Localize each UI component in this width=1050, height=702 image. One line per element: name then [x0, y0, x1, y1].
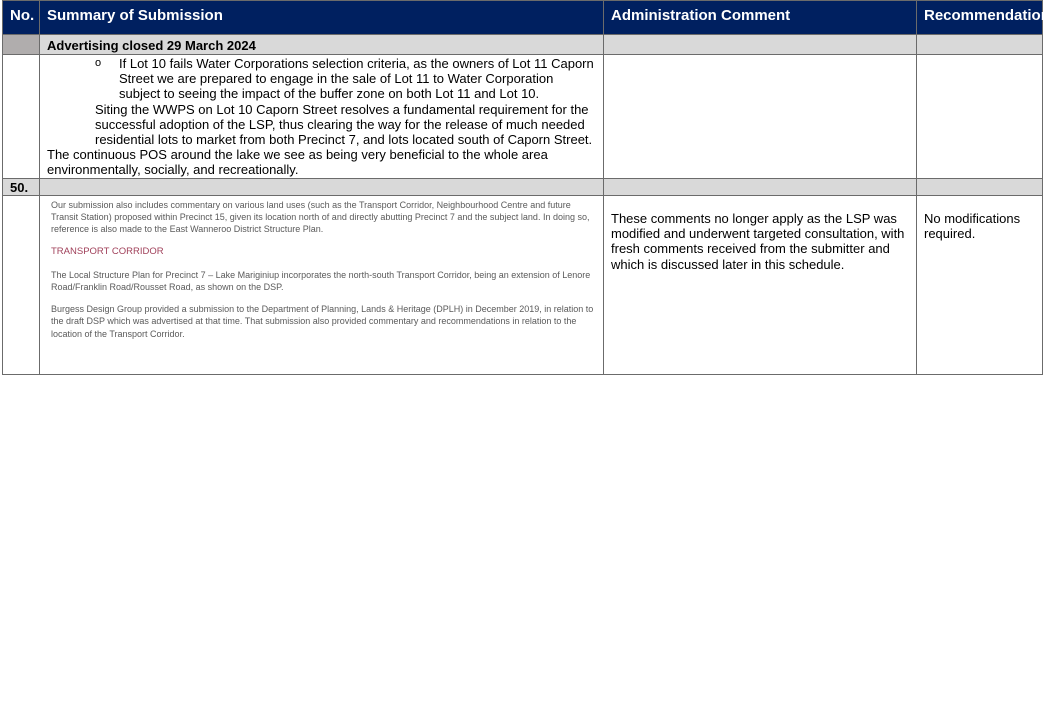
bullet-text: If Lot 10 fails Water Corporations selection criteria, as the owners of Lot 11 Caporn Street we are prepared to engage in the sale of Lot 11 to Water Corporation subject to seeing the impact of the buffer zone on both Lot 11 and Lot 10. [119, 56, 594, 102]
scanned-heading: TRANSPORT CORRIDOR [51, 245, 164, 257]
submission-50-row [3, 196, 1043, 375]
scanned-paragraph: The Local Structure Plan for Precinct 7 – Lake Mariginiup incorporates the north-south Transport Corridor, being an extension of Lenore Road/Franklin Road/Rousset Road, as shown on the DSP. [51, 269, 591, 293]
section-no-cell [3, 35, 40, 55]
scanned-paragraph: Burgess Design Group provided a submission to the Department of Planning, Lands & Heritage (DPLH) in December 2019, in relation to the draft DSP which was advertised at that time. That submission also provided commentary and recommendations in relation to the location of the Transport Corridor. [51, 304, 594, 339]
bullet-marker: o [95, 57, 102, 69]
section-title: Advertising closed 29 March 2024 [40, 35, 604, 55]
admin-comment: These comments no longer apply as the LSP was modified and underwent targeted consultation, with fresh comments received from the submitter and which is discussed later in this schedule. [611, 211, 905, 272]
recommendation-cell [917, 196, 1043, 375]
indented-paragraph: Siting the WWPS on Lot 10 Caporn Street resolves a fundamental requirement for the successful adoption of the LSP, thus clearing the way for the release of much needed residential lots to market from both Precinct 7, and lots located south of Caporn Street. [95, 101, 593, 148]
header-recommendation: Recommendation [917, 1, 1043, 35]
header-summary: Summary of Submission [40, 1, 604, 35]
submission-50-no-cell [3, 196, 40, 375]
continuation-no-cell [3, 55, 40, 179]
section-admin-cell [604, 35, 917, 55]
row-number-50 [3, 179, 1043, 196]
bullet-item [47, 56, 597, 102]
header-no: No. [3, 1, 40, 35]
continuation-rec-cell [917, 55, 1043, 179]
scanned-excerpt [40, 196, 604, 375]
continuation-admin-cell [604, 55, 917, 179]
continuation-summary-cell [40, 55, 604, 179]
scanned-paragraph: Our submission also includes commentary on various land uses (such as the Transport Corridor, Neighbourhood Centre and future Transit Station) proposed within Precinct 15, given its location north of and directly abutting Precinct 7 and the subject land. In doing so, reference is also made to the East Wanneroo District Structure Plan. [51, 200, 590, 235]
continuation-row [3, 55, 1043, 179]
table-header-row [3, 1, 1043, 35]
admin-comment-cell [604, 196, 917, 375]
section-rec-cell [917, 35, 1043, 55]
header-admin-comment: Administration Comment [604, 1, 917, 35]
recommendation: No modifications required. [924, 211, 1021, 242]
closing-paragraph: The continuous POS around the lake we see as being very beneficial to the whole area environmentally, socially, and recreationally. [47, 147, 548, 178]
row-number: 50. [3, 179, 40, 196]
section-row [3, 35, 1043, 55]
submission-schedule-table [2, 0, 1050, 375]
